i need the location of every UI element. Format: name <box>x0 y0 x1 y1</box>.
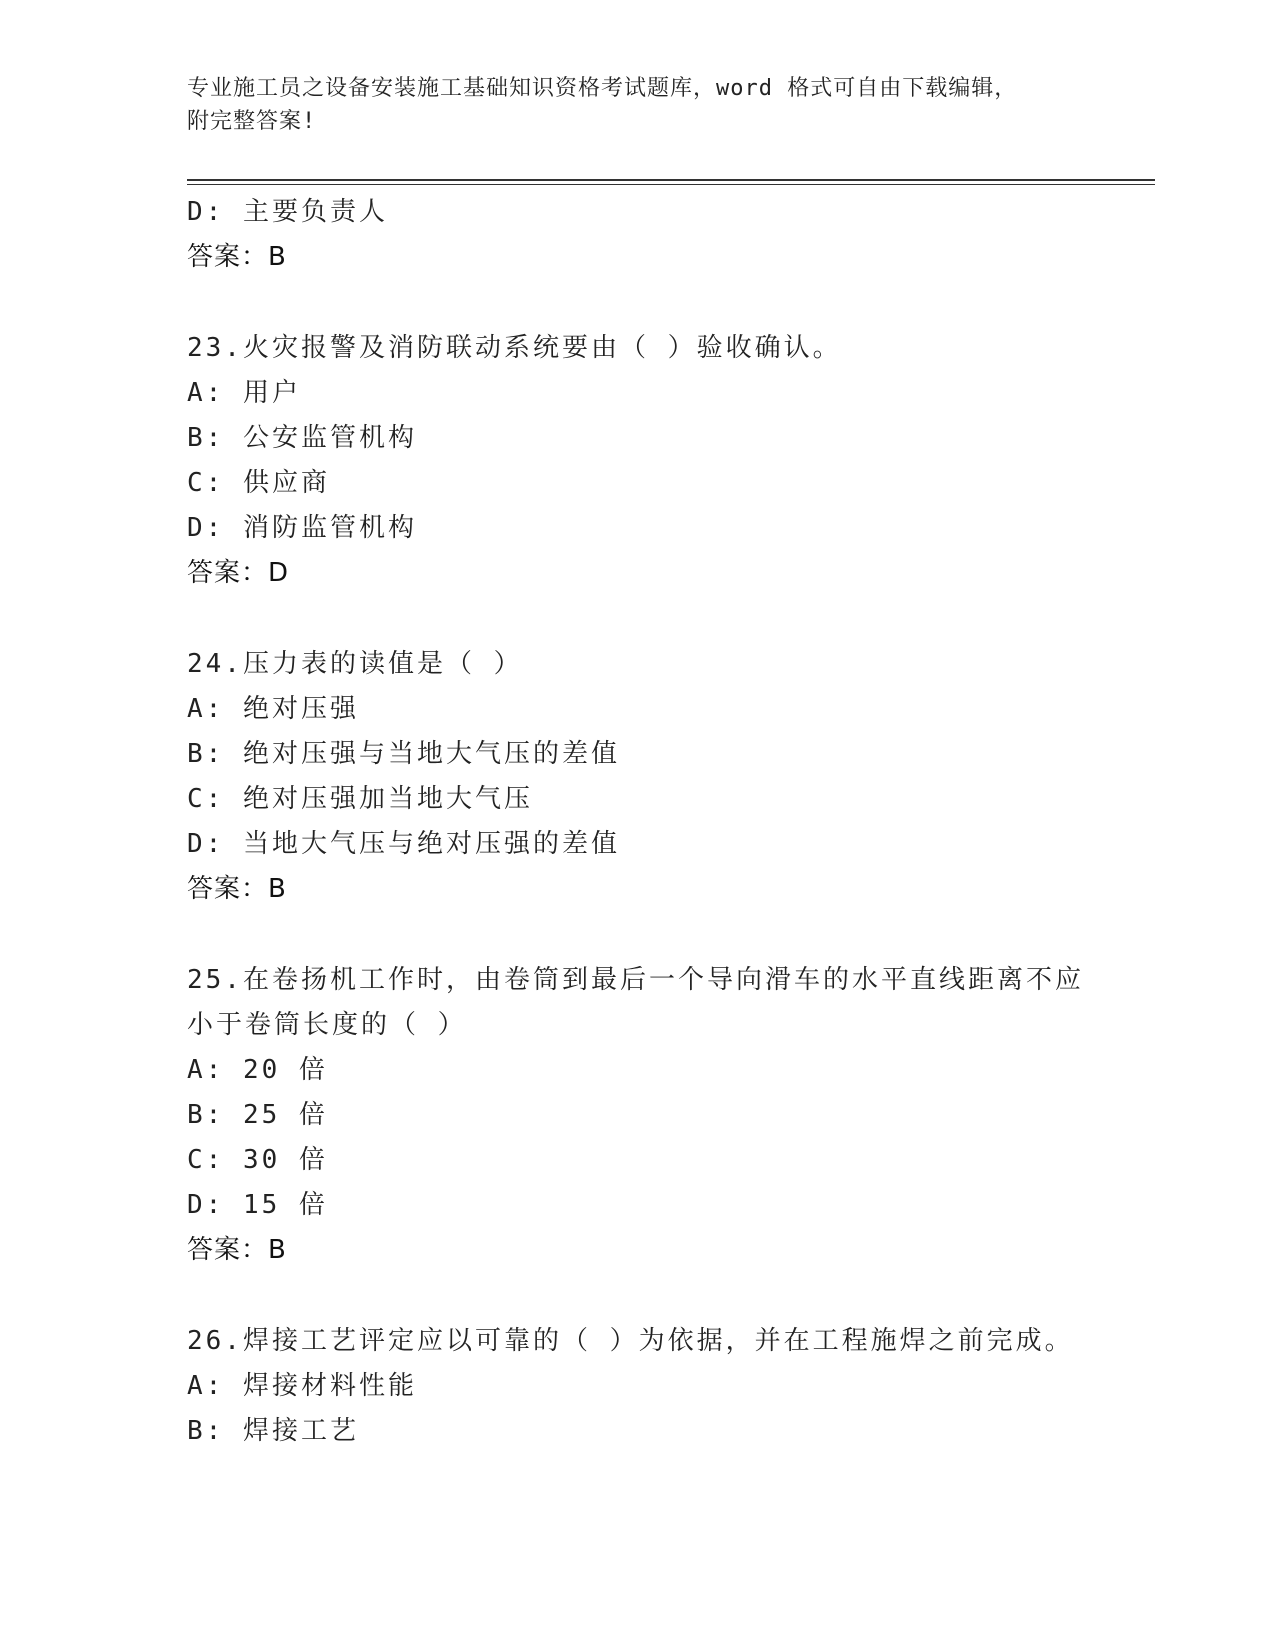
question-23 <box>187 326 1087 596</box>
option-a: A: 20 倍 <box>187 1055 328 1085</box>
option-d: D: 主要负责人 <box>187 197 388 227</box>
question-26 <box>187 1319 1087 1454</box>
option-b: B: 公安监管机构 <box>187 423 417 453</box>
answer-line: 答案：B <box>187 1235 287 1265</box>
option-b: B: 25 倍 <box>187 1100 328 1130</box>
option-d: D: 15 倍 <box>187 1190 328 1220</box>
option-d: D: 当地大气压与绝对压强的差值 <box>187 829 620 859</box>
question-stem: 26.焊接工艺评定应以可靠的（ ）为依据，并在工程施焊之前完成。 <box>187 1326 1074 1356</box>
question-stem-line-1: 25.在卷扬机工作时，由卷筒到最后一个导向滑车的水平直线距离不应 <box>187 965 1084 995</box>
option-b: B: 绝对压强与当地大气压的差值 <box>187 739 620 769</box>
answer-line: 答案：D <box>187 558 290 588</box>
option-c: C: 供应商 <box>187 468 330 498</box>
header-divider-thick <box>187 179 1155 181</box>
header-line-1: 专业施工员之设备安装施工基础知识资格考试题库，word 格式可自由下载编辑， <box>187 76 1018 101</box>
question-25 <box>187 958 1087 1273</box>
question-list <box>187 190 1087 1454</box>
option-b: B: 焊接工艺 <box>187 1416 359 1446</box>
question-stem: 23.火灾报警及消防联动系统要由（ ）验收确认。 <box>187 333 842 363</box>
option-d: D: 消防监管机构 <box>187 513 417 543</box>
option-a: A: 用户 <box>187 378 301 408</box>
option-c: C: 绝对压强加当地大气压 <box>187 784 533 814</box>
header-divider-thin <box>187 184 1155 185</box>
option-a: A: 绝对压强 <box>187 694 359 724</box>
document-header <box>187 72 1087 138</box>
question-stem: 24.压力表的读值是（ ） <box>187 649 523 679</box>
answer-line: 答案：B <box>187 874 287 904</box>
question-24 <box>187 642 1087 912</box>
header-line-2: 附完整答案! <box>187 109 317 134</box>
option-c: C: 30 倍 <box>187 1145 328 1175</box>
option-a: A: 焊接材料性能 <box>187 1371 417 1401</box>
answer-line: 答案：B <box>187 242 287 272</box>
question-stem-line-2: 小于卷筒长度的（ ） <box>187 1010 467 1040</box>
